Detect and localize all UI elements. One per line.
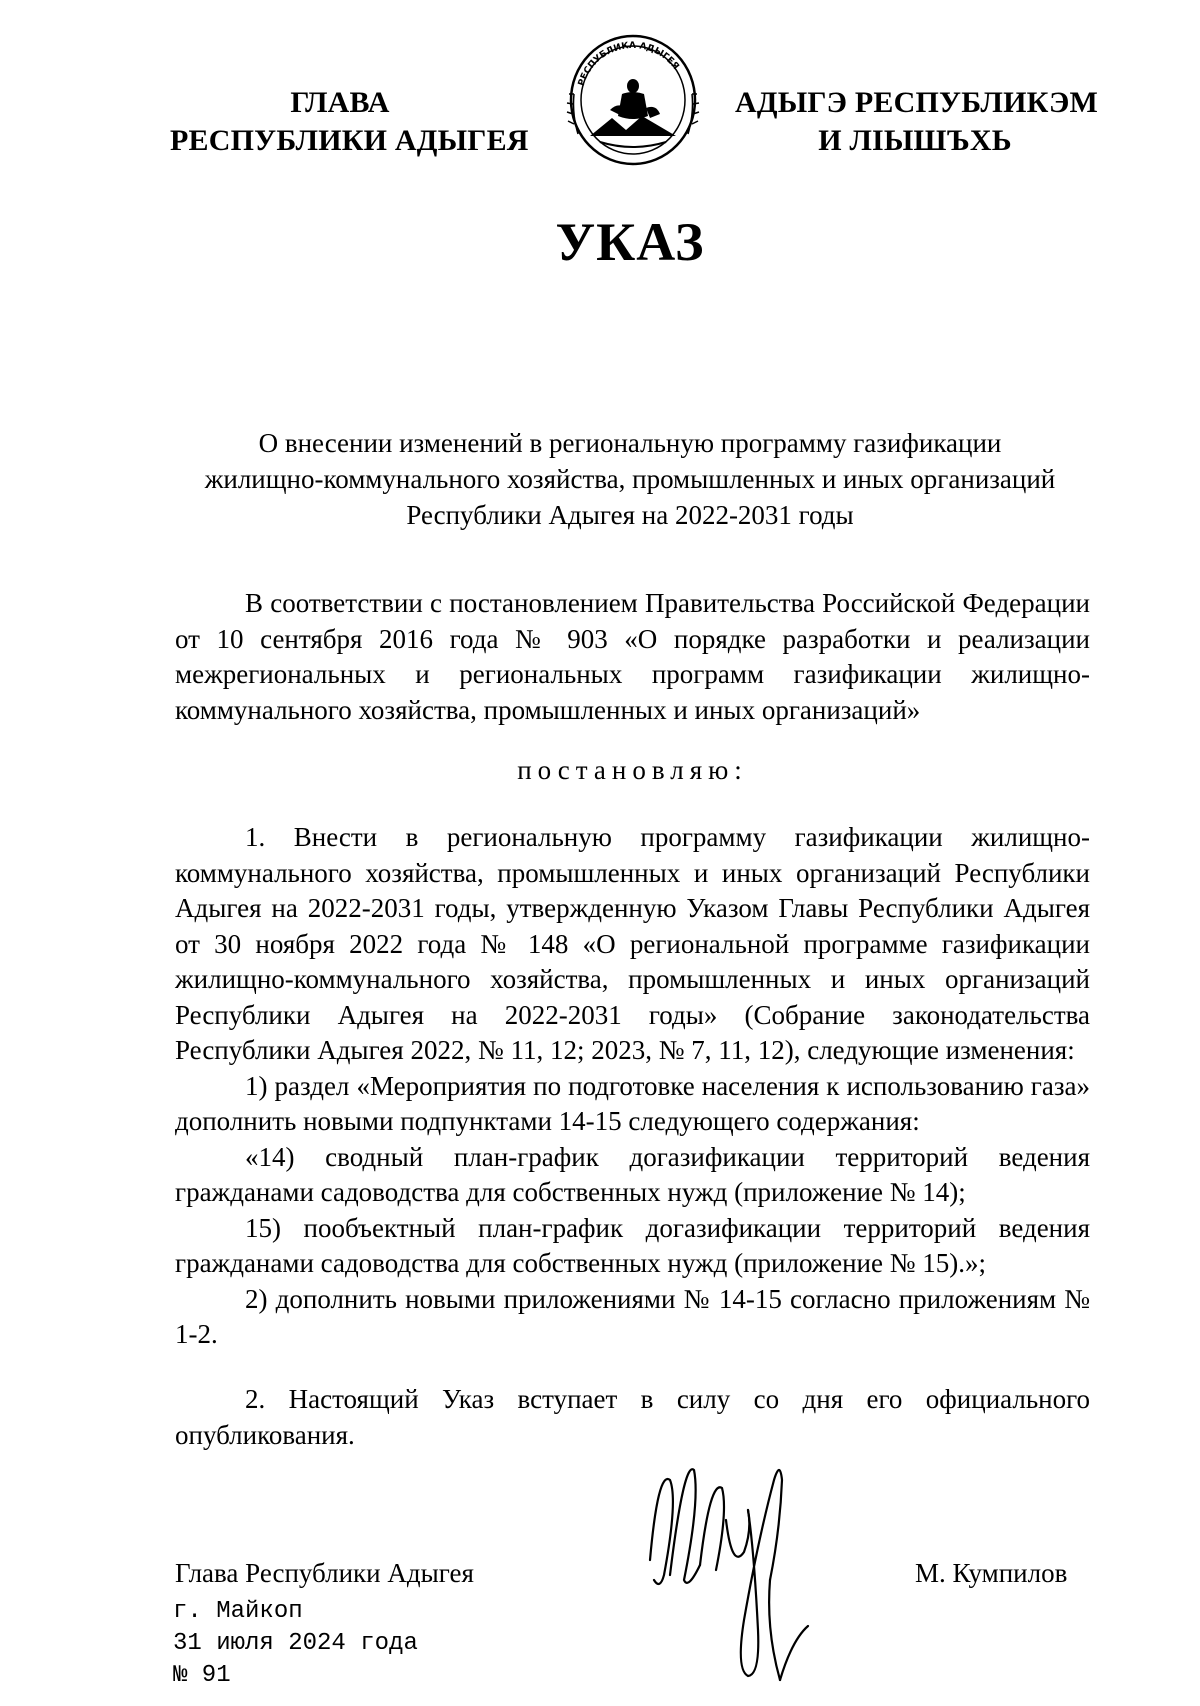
item-1-sub-1-15: 15) пообъектный план-график догазификации территорий ведения гражданами садоводства для собственных нужд (приложение № 15).»; [175,1212,1090,1278]
header-left-line2: РЕСПУБЛИКИ АДЫГЕЯ [170,124,529,157]
signatory-post: Глава Республики Адыгея [175,1558,474,1588]
item-2-block [175,1382,1090,1453]
decree-date: 31 июля 2024 года [173,1630,418,1657]
header-left [170,84,529,160]
item-2: 2. Настоящий Указ вступает в силу со дня его официального опубликования. [175,1384,1090,1450]
item-1-sub-1-14: «14) сводный план-график догазификации территорий ведения гражданами садоводства для собственных нужд (приложение № 14); [175,1141,1090,1207]
item-1-sub-1: 1) раздел «Мероприятия по подготовке населения к использованию газа» дополнить новыми подпунктами 14-15 следующего содержания: [175,1070,1090,1136]
preamble-paragraph: В соответствии с постановлением Правительства Российской Федерации от 10 сентября 2016 года № 903 «О порядке разработки и реализации межрегиональных и региональных программ газификации жилищно-коммунального хозяйства, промышленных и иных организаций» [175,588,1090,725]
subject-line2: жилищно-коммунального хозяйства, промышленных и иных организаций [204,464,1056,494]
item-1-sub-2: 2) дополнить новыми приложениями № 14-15 согласно приложениям № 1-2. [175,1283,1090,1349]
handwritten-signature-icon [640,1440,870,1690]
header-left-line1: ГЛАВА [290,86,390,119]
items-block [175,820,1090,1353]
header-right-line1: АДЫГЭ РЕСПУБЛИКЭМ [735,86,1099,119]
item-1: 1. Внести в региональную программу газификации жилищно-коммунального хозяйства, промышленных и иных организаций Республики Адыгея на 2022-2031 годы, утвержденную Указом Главы Республики Адыгея от 30 ноября 2022 года № 148 «О региональной программе газификации жилищно-коммунального хозяйства, промышленных и иных организаций Республики Адыгея на 2022-2031 годы» (Собрание законодательства Республики Адыгея 2022, № 11, 12; 2023, № 7, 11, 12), следующие изменения: [175,822,1090,1065]
subject-line3: Республики Адыгея на 2022-2031 годы [406,500,854,530]
decree-subject [160,425,1100,533]
header-right [735,84,1099,160]
emblem-text: РЕСПУБЛИКА АДЫГЕЯ [576,40,681,88]
header-right-line2: И ЛІЫШЪХЬ [818,124,1012,157]
subject-line1: О внесении изменений в региональную программу газификации [258,428,1002,458]
document-title: УКАЗ [555,212,705,272]
decree-meta [173,1596,418,1692]
preamble-block [175,586,1090,728]
decree-city: г. Майкоп [173,1598,303,1625]
coat-of-arms-icon [560,24,706,174]
signatory-name: М. Кумпилов [915,1558,1068,1588]
decree-number: № 91 [173,1662,231,1689]
svg-text:РЕСПУБЛИКА АДЫГЕЯ [577,41,681,87]
decree-word: постановляю: [517,755,748,785]
